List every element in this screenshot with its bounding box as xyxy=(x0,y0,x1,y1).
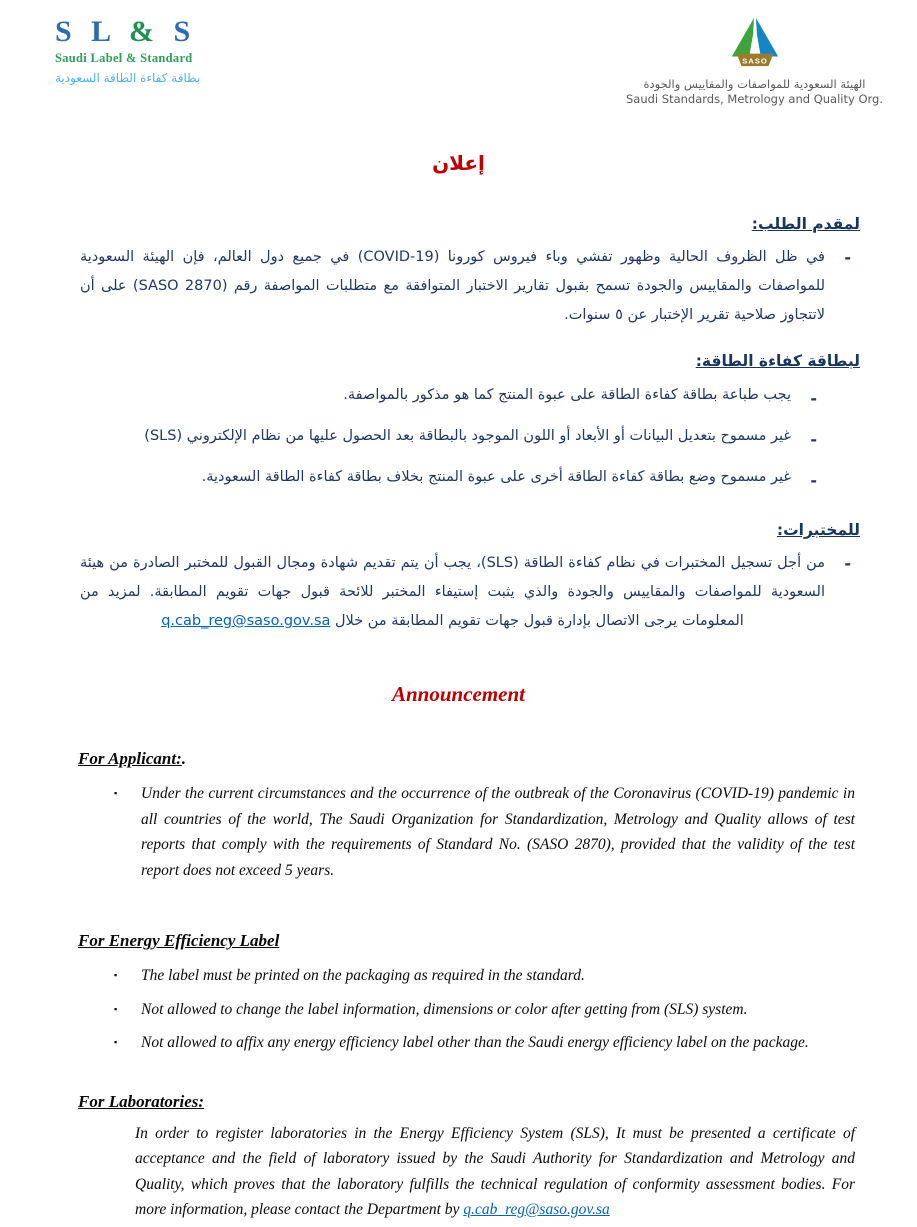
saso-logo xyxy=(626,16,883,107)
sls-logo-arabic-tagline: بطاقة كفاءة الطاقة السعودية xyxy=(55,71,201,85)
arabic-heading-laboratories: للمختبرات: xyxy=(776,521,860,539)
arabic-heading-energy-label: لبطاقة كفاءة الطاقة: xyxy=(695,352,860,370)
english-contact-email-link[interactable]: q.cab_reg@saso.gov.sa xyxy=(463,1201,610,1218)
english-heading-applicant-suffix: . xyxy=(181,749,186,768)
square-bullet-icon: ▪ xyxy=(114,1003,118,1014)
sls-logo-subtitle: Saudi Label & Standard xyxy=(55,51,193,65)
english-title: Announcement xyxy=(391,682,526,706)
english-heading-energy-label xyxy=(78,931,917,951)
arabic-energy-label-list xyxy=(0,384,917,495)
sls-logo-title-part2: S xyxy=(173,15,197,48)
arabic-heading-applicant: لمقدم الطلب: xyxy=(751,215,860,233)
arabic-energy-bullet-1 xyxy=(0,384,917,413)
arabic-title: إعلان xyxy=(432,151,485,175)
square-bullet-icon: ▪ xyxy=(114,1037,118,1047)
dash-bullet-icon: - xyxy=(810,430,817,449)
arabic-applicant-bullet xyxy=(0,243,917,330)
english-energy-text-1: The label must be printed on the packaging as required in the standard. xyxy=(141,967,585,984)
english-energy-bullet-2 xyxy=(114,997,855,1023)
square-bullet-icon: ▪ xyxy=(114,788,118,798)
english-energy-bullet-3 xyxy=(114,1030,855,1056)
sls-logo xyxy=(55,16,200,85)
dash-bullet-icon: - xyxy=(844,554,851,573)
square-bullet-icon: ▪ xyxy=(114,970,118,980)
arabic-content xyxy=(0,215,917,636)
arabic-applicant-text: في ظل الظروف الحالية وظهور تفشي وباء فيروس كورونا (COVID-19) في جميع دول العالم، فإن الهيئة السعودية للمواصفات والمقاييس والجودة تسمح بقبول تقارير الاختبار المتوافقة مع متطلبات المواصفة رقم (SASO 2870) على أن لاتتجاوز صلاحية تقرير الإختبار عن ٥ سنوات. xyxy=(80,249,825,323)
arabic-energy-text-3: غير مسموح وضع بطاقة كفاءة الطاقة أخرى على عبوة المنتج بخلاف بطاقة كفاءة الطاقة السعودية. xyxy=(201,469,791,485)
dash-bullet-icon: - xyxy=(844,248,851,267)
english-heading-applicant xyxy=(78,749,917,769)
english-heading-energy-label-text: For Energy Efficiency Label xyxy=(78,931,280,950)
saso-name-arabic: الهيئة السعودية للمواصفات والمقاييس والجودة xyxy=(643,77,866,91)
saso-triangle-icon xyxy=(724,16,786,74)
document-header xyxy=(0,0,917,107)
english-heading-laboratories-text: For Laboratories: xyxy=(78,1091,205,1111)
arabic-energy-text-2: غير مسموح بتعديل البيانات أو الأبعاد أو اللون الموجود بالبطاقة بعد الحصول عليها من نظام الإلكتروني (SLS) xyxy=(144,428,791,444)
arabic-energy-text-1: يجب طباعة بطاقة كفاءة الطاقة على عبوة المنتج كما هو مذكور بالمواصفة. xyxy=(343,387,791,403)
english-energy-text-3: Not allowed to affix any energy efficiency label other than the Saudi energy efficiency label on the package. xyxy=(141,1034,809,1051)
arabic-energy-bullet-2 xyxy=(0,425,917,454)
sls-logo-title-part1: S L xyxy=(55,15,116,48)
sls-logo-ampersand: & xyxy=(129,15,161,48)
english-heading-applicant-text: For Applicant: xyxy=(78,749,182,768)
english-content xyxy=(0,682,917,1223)
english-applicant-bullet xyxy=(114,781,855,883)
svg-text:SASO: SASO xyxy=(741,56,768,66)
english-energy-text-2: Not allowed to change the label information, dimensions or color after getting from (SLS) system. xyxy=(141,1000,748,1018)
saso-name-english: Saudi Standards, Metrology and Quality Org. xyxy=(626,92,883,106)
dash-bullet-icon: - xyxy=(810,471,817,490)
english-laboratories-text: In order to register laboratories in the Energy Efficiency System (SLS), It must be presented a certificate of acceptance and the field of laboratory issued by the Saudi Authority for Standardization and Metrology and Quality, which proves that the laboratory fulfills the technical regulation of conformity assessment bodies. For more information, please contact the Department by xyxy=(135,1124,855,1218)
arabic-laboratories-bullet xyxy=(0,549,917,636)
english-energy-bullet-1 xyxy=(114,963,855,989)
sls-logo-title xyxy=(55,16,200,48)
english-laboratories-paragraph xyxy=(135,1121,855,1223)
english-heading-laboratories xyxy=(78,1092,917,1112)
arabic-contact-email-link[interactable]: q.cab_reg@saso.gov.sa xyxy=(161,613,331,629)
english-applicant-text: Under the current circumstances and the occurrence of the outbreak of the Coronavirus (COVID-19) pandemic in all countries of the world, The Saudi Organization for Standardization, Metrology and Quality allows of test reports that comply with the requirements of Standard No. (SASO 2870), provided that the validity of the test report does not exceed 5 years. xyxy=(141,785,855,879)
arabic-laboratories-text xyxy=(80,549,825,636)
arabic-energy-bullet-3 xyxy=(0,466,917,495)
dash-bullet-icon: - xyxy=(810,389,817,408)
arabic-laboratories-body: من أجل تسجيل المختبرات في نظام كفاءة الطاقة (SLS)، يجب أن يتم تقديم شهادة ومجال القبول للمختبر الصادرة من هيئة السعودية للمواصفات والمقاييس والجودة والذي يثبت إستيفاء المختبر للائحة قبول جهات تقويم المطابقة. لمزيد من المعلومات يرجى الاتصال بإدارة قبول جهات تقويم المطابقة من خلال xyxy=(80,555,825,629)
